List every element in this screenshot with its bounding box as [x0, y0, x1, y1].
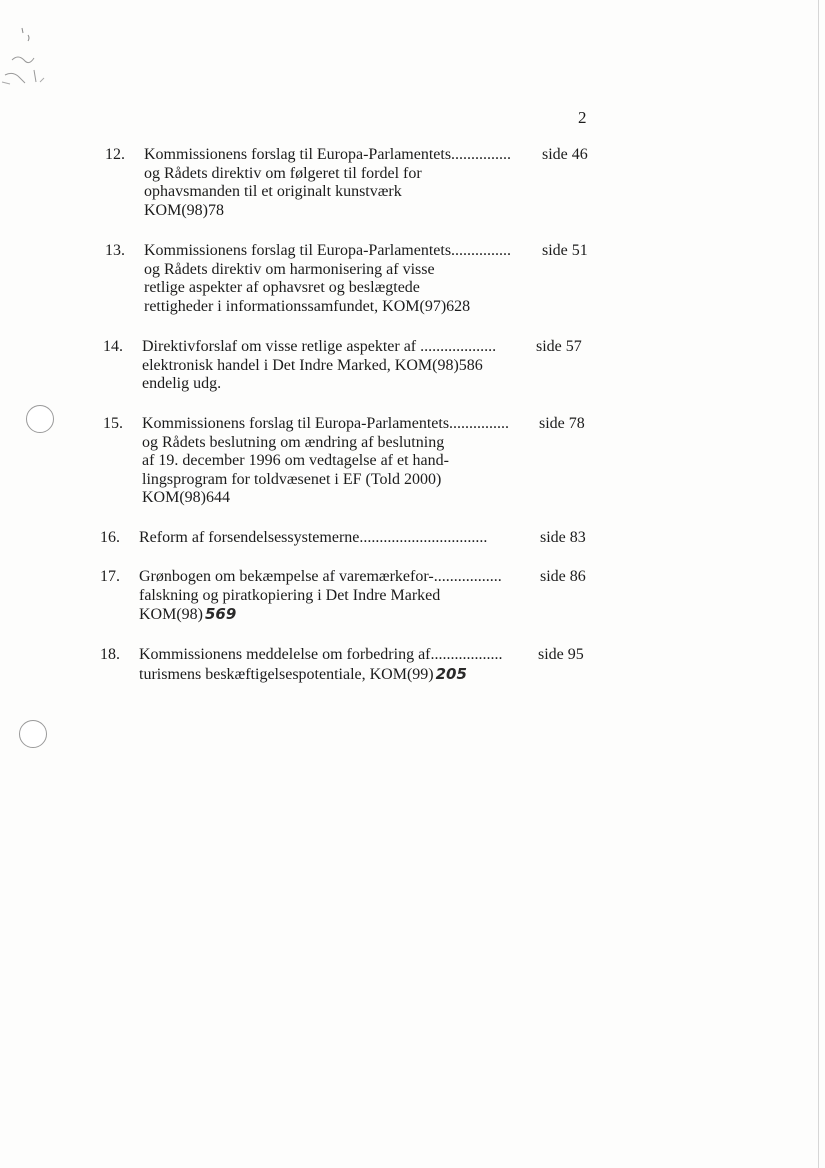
- entry-number: 15.: [103, 415, 123, 432]
- entry-line: KOM(98)644: [142, 489, 230, 506]
- entry-number: 12.: [105, 146, 125, 163]
- entry-line: ophavsmanden til et originalt kunstværk: [144, 183, 402, 200]
- entry-line: og Rådets direktiv om følgeret til fordel for: [144, 164, 422, 182]
- entry-line: endelig udg.: [142, 375, 222, 392]
- entry-line: lingsprogram for toldvæsenet i EF (Told 2000): [142, 470, 442, 488]
- entry-text: [139, 529, 599, 548]
- entry-line: rettigheder i informationssamfundet, KOM(97)628: [144, 297, 471, 315]
- entry-line: af 19. december 1996 om vedtagelse af et hand-: [142, 452, 449, 469]
- page-number: 2: [578, 108, 587, 127]
- entry-number: 18.: [100, 646, 120, 663]
- entry-page-ref: side 51: [542, 242, 588, 259]
- entry-line: retlige aspekter af ophavsret og beslægtede: [144, 279, 420, 296]
- entry-number: 17.: [100, 568, 120, 585]
- entry-page-ref: side 57: [536, 338, 582, 355]
- entry-text: [139, 646, 599, 684]
- entry-number: 16.: [100, 529, 120, 546]
- entry-number: 13.: [105, 242, 125, 259]
- punch-hole-bottom: [19, 720, 47, 748]
- entry-page-ref: side 95: [538, 646, 584, 663]
- entry-page-ref: side 78: [539, 415, 585, 432]
- entry-text: [139, 568, 599, 625]
- punch-hole-top: [26, 405, 54, 433]
- entry-text: [144, 242, 604, 316]
- entry-number: 14.: [103, 338, 123, 355]
- entry-page-ref: side 46: [542, 146, 588, 163]
- entry-text: [142, 338, 602, 394]
- entry-line: Grønbogen om bekæmpelse af varemærkefor-.................: [139, 568, 502, 585]
- entry-page-ref: side 86: [540, 568, 586, 585]
- entry-line: og Rådets direktiv om harmonisering af visse: [144, 260, 435, 278]
- entry-line: Kommissionens forslag til Europa-Parlamentets...............: [142, 415, 510, 432]
- entry-text: [144, 146, 604, 220]
- entry-line-text: KOM(98): [139, 606, 203, 623]
- entry-line: falskning og piratkopiering i Det Indre Marked: [139, 586, 441, 604]
- entry-line-text: turismens beskæftigelsespotentiale, KOM(99): [139, 665, 434, 683]
- entry-line: elektronisk handel i Det Indre Marked, KOM(98)586: [142, 356, 483, 374]
- entry-line: Reform af forsendelsessystemerne................................: [139, 529, 488, 546]
- entry-line: Kommissionens forslag til Europa-Parlamentets...............: [144, 146, 512, 163]
- entry-line: KOM(98)78: [144, 201, 224, 219]
- page-edge-divider: [818, 0, 819, 1168]
- handwritten-number: 569: [205, 605, 237, 623]
- margin-scribble-icon: [0, 20, 60, 110]
- entry-text: [142, 415, 602, 508]
- entry-line: [139, 665, 599, 685]
- entry-line: og Rådets beslutning om ændring af beslutning: [142, 433, 445, 451]
- entry-line: Kommissionens meddelelse om forbedring af..................: [139, 646, 503, 663]
- entry-line: Direktivforslaf om visse retlige aspekter af ...................: [142, 338, 497, 355]
- entry-line: Kommissionens forslag til Europa-Parlamentets...............: [144, 242, 512, 259]
- entry-page-ref: side 83: [540, 529, 586, 546]
- handwritten-number: 205: [435, 664, 467, 683]
- entry-line: [139, 605, 599, 625]
